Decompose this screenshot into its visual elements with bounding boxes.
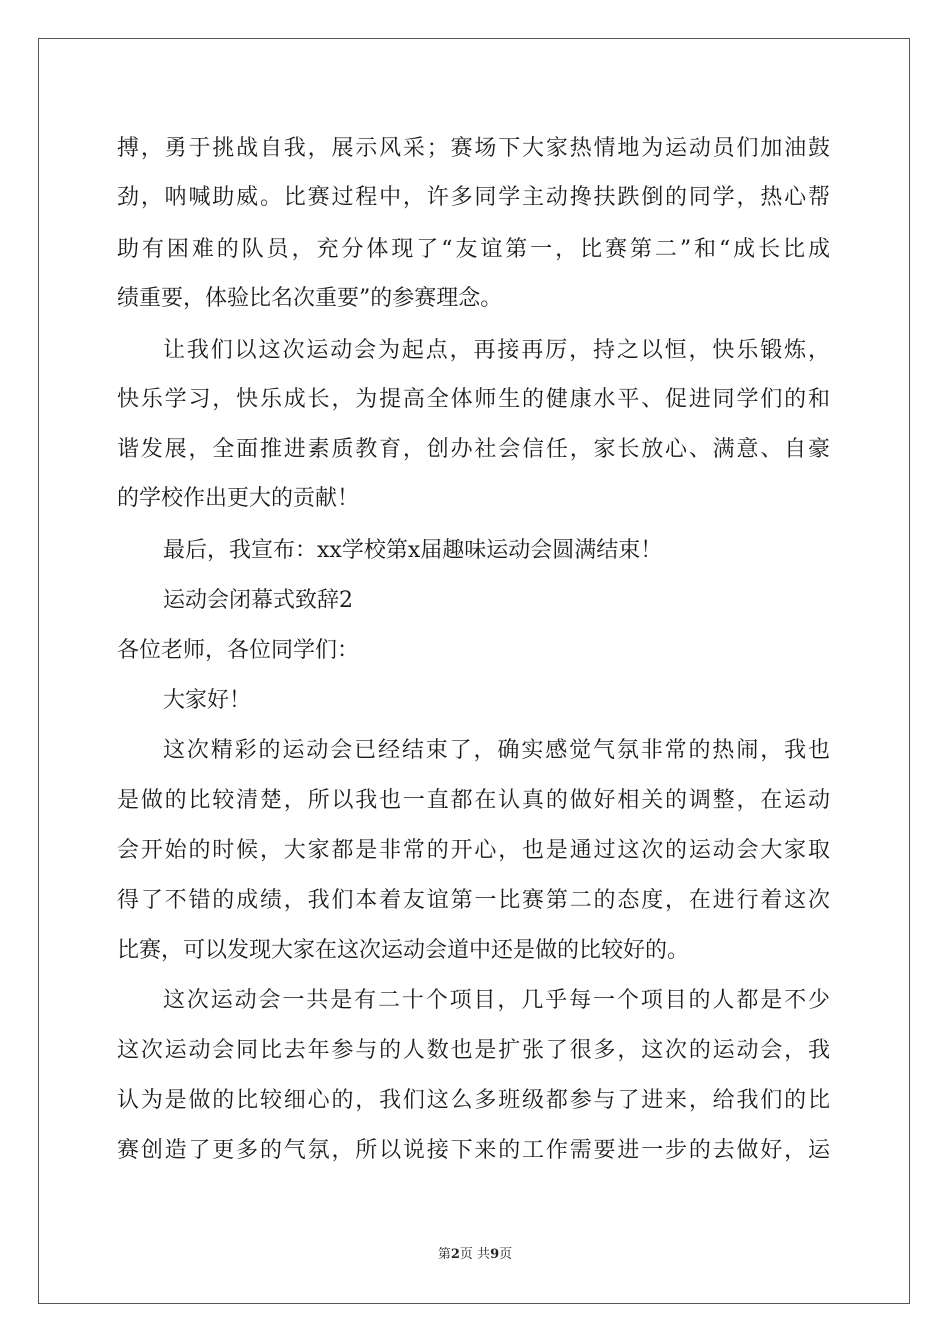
greeting: 大家好！ [163,688,252,713]
text-line: 比赛，可以发现大家在这次运动会道中还是做的比较好的。 [117,938,690,963]
text-line: 的学校作出更大的贡献！ [117,486,360,511]
text-line: 谐发展，全面推进素质教育，创办社会信任，家长放心、满意、自豪 [117,437,830,462]
section-title: 运动会闭幕式致辞2 [163,588,353,613]
page-mid: 页 共 [459,1247,491,1262]
text-line: 会开始的时候，大家都是非常的开心，也是通过这次的运动会大家取 [117,838,830,863]
text-line: 得了不错的成绩，我们本着友谊第一比赛第二的态度，在进行着这次 [117,888,830,913]
text-line: 赛创造了更多的气氛，所以说接下来的工作需要进一步的去做好，运 [117,1138,830,1163]
text-line: 认为是做的比较细心的，我们这么多班级都参与了进来，给我们的比 [117,1088,830,1113]
paragraph-indent-line: 这次精彩的运动会已经结束了，确实感觉气氛非常的热闹，我也 [163,738,830,763]
page-total: 9 [490,1247,500,1262]
text-line: 搏，勇于挑战自我，展示风采；赛场下大家热情地为运动员们加油鼓 [117,136,830,161]
text-line: 劲，呐喊助威。比赛过程中，许多同学主动搀扶跌倒的同学，热心帮 [117,185,830,210]
page-current: 2 [450,1247,460,1262]
text-line: 这次运动会同比去年参与的人数也是扩张了很多，这次的运动会，我 [117,1038,830,1063]
page-footer [0,1246,950,1264]
closing-declaration: 最后，我宣布：xx学校第x届趣味运动会圆满结束！ [163,538,663,563]
paragraph-indent-line: 这次运动会一共是有二十个项目，几乎每一个项目的人都是不少 [163,988,830,1013]
paragraph-indent-line: 让我们以这次运动会为起点，再接再厉，持之以恒，快乐锻炼， [163,338,830,363]
page-prefix: 第 [437,1247,451,1262]
page-suffix: 页 [499,1247,513,1262]
text-line: 绩重要，体验比名次重要”的参赛理念。 [117,286,503,311]
text-line: 助有困难的队员，充分体现了“友谊第一，比赛第二”和“成长比成 [117,237,830,262]
text-line: 是做的比较清楚，所以我也一直都在认真的做好相关的调整，在运动 [117,788,830,813]
salutation: 各位老师，各位同学们： [117,638,360,663]
text-line: 快乐学习，快乐成长，为提高全体师生的健康水平、促进同学们的和 [117,387,830,412]
